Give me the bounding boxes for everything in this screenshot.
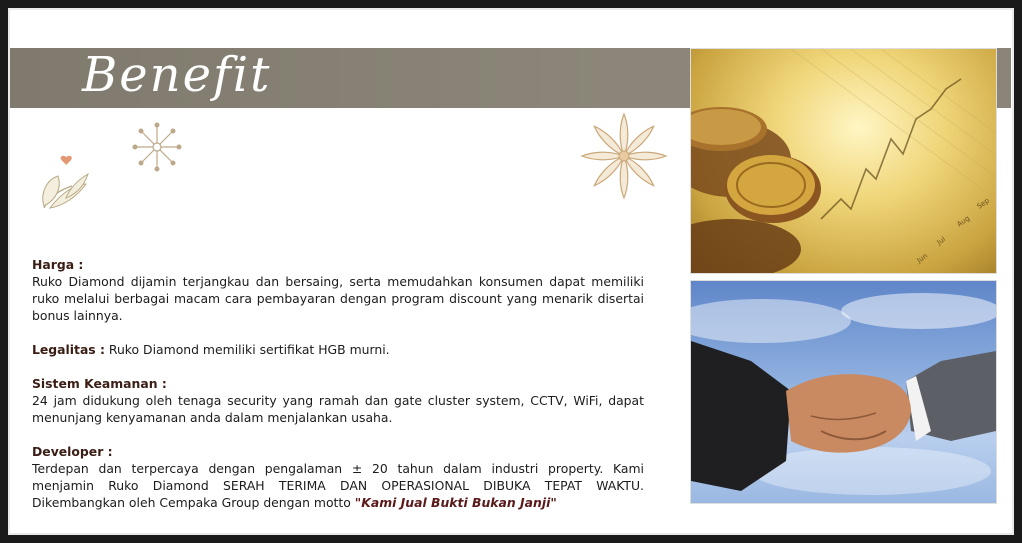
section-body: Ruko Diamond dijamin terjangkau dan bersaing, serta memudahkan konsumen dapat memiliki ruko melalui berbagai macam cara pembayaran dengan program discount yang menarik disertai bonus lainnya. — [32, 274, 644, 323]
section-body: Terdepan dan terpercaya dengan pengalaman ± 20 tahun dalam industri property. Kami menjamin Ruko Diamond SERAH TERIMA DAN OPERASIONAL DIBUKA TEPAT WAKTU. Dikembangkan oleh Cempaka Group dengan motto — [32, 461, 644, 510]
chart-tick-label: Aug — [955, 214, 972, 229]
coins-chart-photo — [690, 48, 997, 274]
flower-icon — [578, 110, 670, 202]
page-title: Benefit — [82, 47, 272, 103]
section-title: Sistem Keamanan : — [32, 376, 167, 391]
handshake-photo — [690, 280, 997, 504]
section-title: Legalitas : — [32, 342, 105, 357]
section-harga — [32, 256, 644, 324]
leaf-sprig-icon — [36, 150, 98, 216]
section-body-wrap — [32, 460, 644, 511]
chart-tick-label: Jul — [935, 235, 948, 247]
company-motto: "Kami Jual Bukti Bukan Janji" — [354, 495, 557, 510]
chart-tick-label: Jun — [915, 251, 930, 265]
section-legalitas — [32, 341, 644, 358]
section-body: Ruko Diamond memiliki sertifikat HGB murni. — [104, 342, 390, 357]
benefit-content — [32, 256, 644, 528]
section-developer — [32, 443, 644, 511]
chart-tick-label: Sep — [975, 196, 991, 211]
dandelion-icon — [128, 118, 186, 176]
section-body: 24 jam didukung oleh tenaga security yang ramah dan gate cluster system, CCTV, WiFi, dapat menunjang kenyamanan anda dalam menjalankan usaha. — [32, 393, 644, 425]
section-sistem-keamanan — [32, 375, 644, 426]
section-title: Harga : — [32, 257, 84, 272]
section-title: Developer : — [32, 444, 113, 459]
